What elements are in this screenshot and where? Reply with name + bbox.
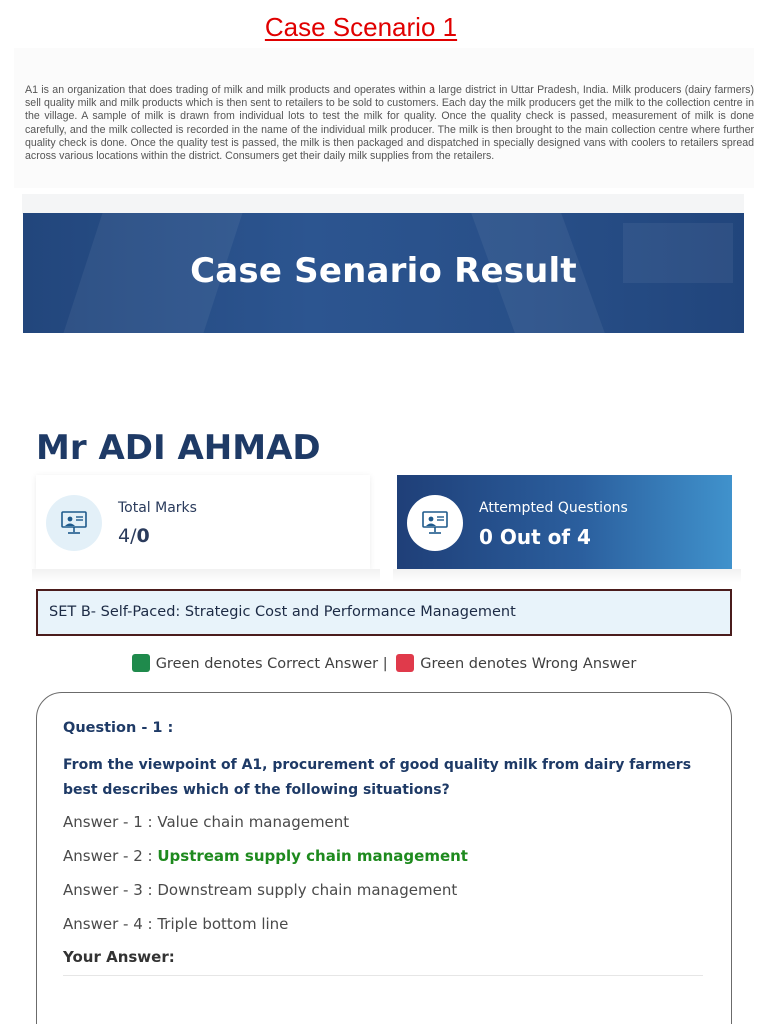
total-marks-value bbox=[118, 525, 150, 547]
set-title-box bbox=[36, 589, 732, 636]
question-number: Question - 1 : bbox=[63, 720, 174, 736]
attempted-questions-label: Attempted Questions bbox=[479, 500, 628, 516]
banner-top-strip bbox=[22, 194, 744, 214]
answer-option-correct bbox=[63, 847, 468, 865]
answer-prefix: Answer - 3 : bbox=[63, 881, 153, 899]
legend-separator: | bbox=[382, 656, 388, 672]
card-shadow bbox=[32, 569, 380, 583]
answer-option bbox=[63, 881, 457, 899]
set-title: SET B- Self-Paced: Strategic Cost and Performance Management bbox=[49, 604, 516, 620]
answer-option bbox=[63, 813, 349, 831]
card-shadow bbox=[393, 569, 741, 583]
presentation-icon bbox=[407, 495, 463, 551]
answer-option bbox=[63, 915, 288, 933]
your-answer-label: Your Answer: bbox=[63, 948, 175, 966]
banner-title: Case Senario Result bbox=[190, 251, 577, 291]
answer-prefix: Answer - 2 : bbox=[63, 847, 153, 865]
legend-correct-label: Green denotes Correct Answer bbox=[155, 656, 379, 672]
divider bbox=[63, 975, 703, 976]
attempted-questions-value: 0 Out of 4 bbox=[479, 525, 591, 549]
case-scenario-text: A1 is an organization that does trading of milk and milk products and operates within a large district in Uttar Pradesh, India. Milk producers (dairy farmers) sell quality milk and milk products which is then sent to retailers to be sold to customers. Each day the milk producers get the milk to the collection centre in the village. A sample of milk is drawn from individual lots to test the milk for quality. Once the quality check is passed, measurement of milk is done carefully, and the milk collected is recorded in the name of the individual milk producer. The milk is then brought to the main collection centre where further quality check is done. Once the quality test is passed, the milk is then packaged and dispatched in specially designed vans with coolers to retailers spread across various locations within the district. Consumers get their daily milk supplies from the retailers. bbox=[25, 84, 754, 163]
attempted-questions-card bbox=[397, 475, 732, 569]
total-marks-label: Total Marks bbox=[118, 500, 197, 516]
total-marks-card bbox=[36, 475, 370, 569]
result-banner bbox=[23, 213, 744, 333]
presentation-icon bbox=[46, 495, 102, 551]
answer-text: Downstream supply chain management bbox=[157, 881, 458, 899]
question-text: From the viewpoint of A1, procurement of good quality milk from dairy farmers best describes which of the following situations? bbox=[63, 757, 692, 798]
answer-text: Value chain management bbox=[157, 813, 350, 831]
student-name: Mr ADI AHMAD bbox=[36, 428, 321, 468]
legend-wrong-label: Green denotes Wrong Answer bbox=[420, 656, 637, 672]
answer-text: Triple bottom line bbox=[157, 915, 289, 933]
total-marks-score: 0 bbox=[136, 525, 150, 547]
answer-legend bbox=[0, 654, 768, 672]
case-scenario-title: Case Scenario 1 bbox=[264, 12, 458, 42]
correct-swatch bbox=[132, 654, 150, 672]
answer-prefix: Answer - 1 : bbox=[63, 813, 153, 831]
answer-prefix: Answer - 4 : bbox=[63, 915, 153, 933]
question-panel bbox=[36, 692, 732, 1024]
answer-text-correct: Upstream supply chain management bbox=[157, 847, 468, 865]
total-marks-prefix: 4/ bbox=[118, 525, 137, 547]
wrong-swatch bbox=[396, 654, 414, 672]
